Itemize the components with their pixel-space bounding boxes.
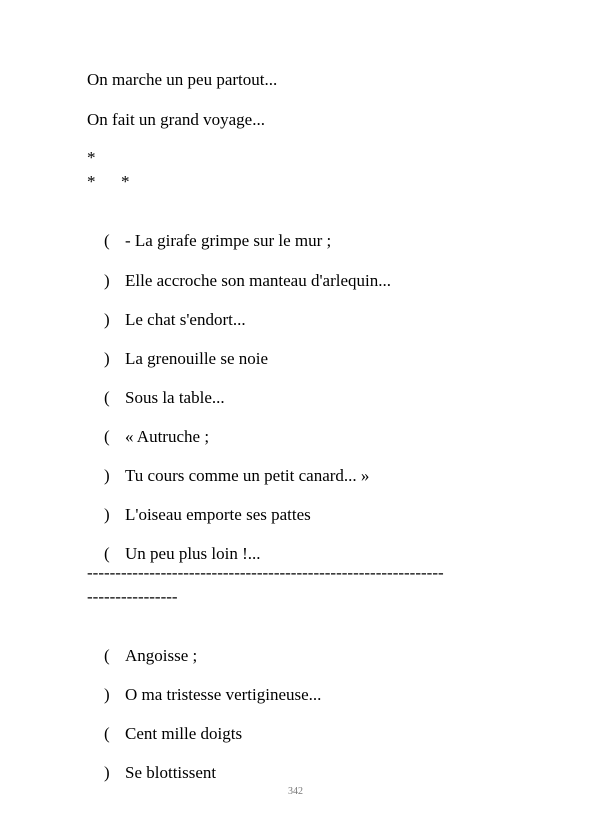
verse-mark: ( bbox=[104, 724, 110, 743]
verse-mark: ( bbox=[104, 544, 110, 563]
verse-text: Cent mille doigts bbox=[125, 724, 243, 743]
separator-line: ---------------- bbox=[87, 587, 178, 606]
verse-mark: ) bbox=[104, 310, 110, 329]
verse-text: Angoisse ; bbox=[125, 646, 198, 665]
verse-text: L'oiseau emporte ses pattes bbox=[125, 505, 311, 524]
verse-mark: ) bbox=[104, 685, 110, 704]
verse-text: Tu cours comme un petit canard... » bbox=[125, 466, 370, 485]
verse-text: La grenouille se noie bbox=[125, 349, 269, 368]
verse-text: Elle accroche son manteau d'arlequin... bbox=[125, 271, 391, 290]
verse-mark: ) bbox=[104, 466, 110, 485]
separator-line: --------------------------------------------------------------- bbox=[87, 563, 444, 582]
verse-mark: ) bbox=[104, 763, 110, 782]
asterisk-line: * * bbox=[87, 172, 130, 191]
verse-mark: ( bbox=[104, 646, 110, 665]
verse-text: Se blottissent bbox=[125, 763, 217, 782]
verse-mark: ( bbox=[104, 388, 110, 407]
intro-line: On marche un peu partout... bbox=[87, 70, 278, 89]
verse-text: Sous la table... bbox=[125, 388, 225, 407]
verse-text: - La girafe grimpe sur le mur ; bbox=[125, 231, 332, 250]
verse-mark: ) bbox=[104, 505, 110, 524]
verse-text: O ma tristesse vertigineuse... bbox=[125, 685, 322, 704]
verse-text: Un peu plus loin !... bbox=[125, 544, 261, 563]
verse-text: Le chat s'endort... bbox=[125, 310, 246, 329]
verse-text: « Autruche ; bbox=[125, 427, 210, 446]
verse-mark: ) bbox=[104, 349, 110, 368]
intro-line: On fait un grand voyage... bbox=[87, 110, 265, 129]
verse-mark: ( bbox=[104, 231, 110, 250]
asterisk-line: * bbox=[87, 148, 96, 167]
verse-mark: ( bbox=[104, 427, 110, 446]
verse-mark: ) bbox=[104, 271, 110, 290]
page-number: 342 bbox=[288, 786, 303, 797]
